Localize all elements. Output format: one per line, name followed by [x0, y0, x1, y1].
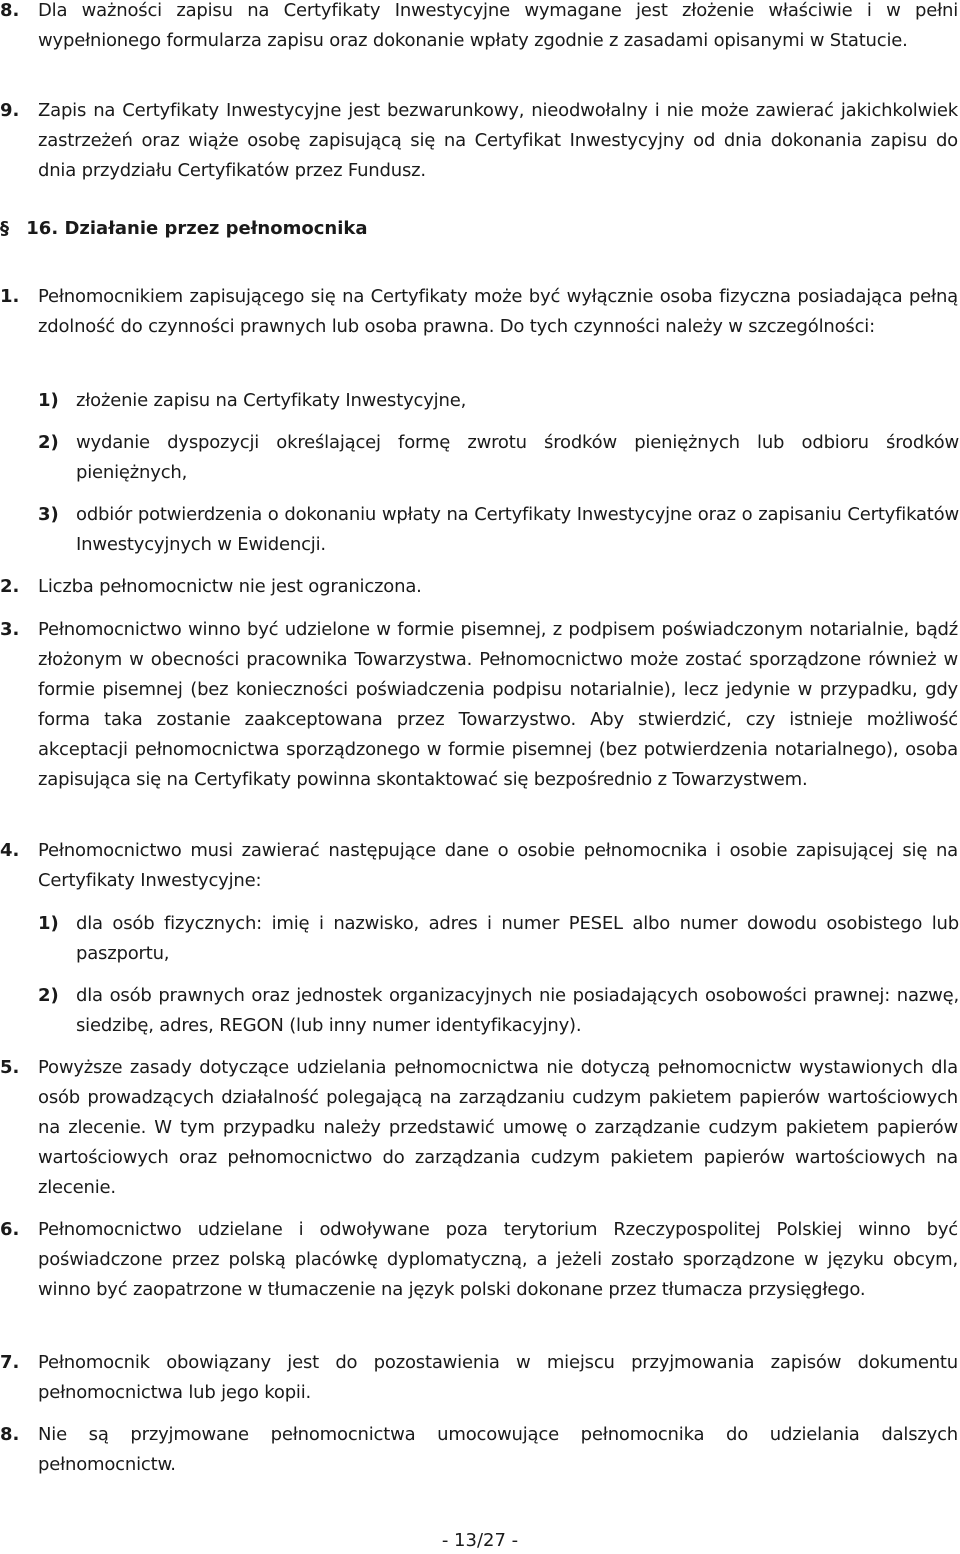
paragraph-item-4	[0, 836, 958, 896]
item-number: 8.	[0, 1424, 20, 1445]
item-text: Liczba pełnomocnictw nie jest ograniczona.	[38, 576, 422, 597]
item-number: 1.	[0, 286, 20, 307]
section-number: 16.	[26, 218, 59, 239]
subitem-text: dla osób fizycznych: imię i nazwisko, adres i numer PESEL albo numer dowodu osobistego lub paszportu,	[76, 913, 959, 964]
paragraph-item-9-prev	[0, 96, 958, 186]
item-number: 7.	[0, 1352, 20, 1373]
subitem-4-1	[38, 909, 959, 969]
paragraph-sign: §	[0, 218, 9, 239]
item-number: 2.	[0, 576, 20, 597]
subitem-text: wydanie dyspozycji określającej formę zwrotu środków pieniężnych lub odbioru środków pieniężnych,	[76, 432, 959, 483]
item-text: Pełnomocnictwo udzielane i odwoływane poza terytorium Rzeczypospolitej Polskiej winno być poświadczone przez polską placówkę dyplomatyczną, a jeżeli zostało sporządzone w języku obcym, winno być zaopatrzone w tłumaczenie na język polski dokonane przez tłumacza przysięgłego.	[38, 1219, 958, 1300]
subitem-4-2	[38, 981, 959, 1041]
item-text: Nie są przyjmowane pełnomocnictwa umocowujące pełnomocnika do udzielania dalszych pełnomocnictw.	[38, 1424, 958, 1475]
paragraph-item-8-prev	[0, 0, 958, 56]
paragraph-item-5	[0, 1053, 958, 1203]
subitem-number: 1)	[38, 913, 59, 934]
subitem-number: 3)	[38, 504, 59, 525]
item-number: 8.	[0, 0, 20, 21]
section-heading	[0, 214, 368, 244]
item-number: 9.	[0, 100, 20, 121]
item-number: 6.	[0, 1219, 20, 1240]
subitem-text: odbiór potwierdzenia o dokonaniu wpłaty na Certyfikaty Inwestycyjne oraz o zapisaniu Certyfikatów Inwestycyjnych w Ewidencji.	[76, 504, 959, 555]
subitem-text: złożenie zapisu na Certyfikaty Inwestycyjne,	[76, 390, 467, 411]
paragraph-item-6	[0, 1215, 958, 1305]
subitem-number: 2)	[38, 432, 59, 453]
subitem-number: 1)	[38, 390, 59, 411]
subitem-1-2	[38, 428, 959, 488]
item-text: Pełnomocnictwo musi zawierać następujące dane o osobie pełnomocnika i osobie zapisującej się na Certyfikaty Inwestycyjne:	[38, 840, 958, 891]
item-text: Dla ważności zapisu na Certyfikaty Inwestycyjne wymagane jest złożenie właściwie i w pełni wypełnionego formularza zapisu oraz dokonanie wpłaty zgodnie z zasadami opisanymi w Statucie.	[38, 0, 958, 51]
subitem-1-3	[38, 500, 959, 560]
paragraph-item-3	[0, 615, 958, 795]
item-text: Pełnomocnik obowiązany jest do pozostawienia w miejscu przyjmowania zapisów dokumentu pełnomocnictwa lub jego kopii.	[38, 1352, 958, 1403]
item-number: 5.	[0, 1057, 20, 1078]
subitem-number: 2)	[38, 985, 59, 1006]
item-text: Powyższe zasady dotyczące udzielania pełnomocnictwa nie dotyczą pełnomocnictw wystawionych dla osób prowadzących działalność polegającą na zarządzaniu cudzym pakietem papierów wartościowych na zlecenie. W tym przypadku należy przedstawić umowę o zarządzanie cudzym pakietem papierów wartościowych oraz pełnomocnictwo do zarządzania cudzym pakietem papierów wartościowych na zlecenie.	[38, 1057, 958, 1198]
item-number: 4.	[0, 840, 20, 861]
paragraph-item-1	[0, 282, 958, 342]
item-number: 3.	[0, 619, 20, 640]
item-text: Pełnomocnikiem zapisującego się na Certyfikaty może być wyłącznie osoba fizyczna posiadająca pełną zdolność do czynności prawnych lub osoba prawna. Do tych czynności należy w szczególności:	[38, 286, 958, 337]
section-title: Działanie przez pełnomocnika	[64, 218, 368, 239]
page-number: - 13/27 -	[441, 1530, 519, 1551]
paragraph-item-2	[0, 572, 958, 602]
item-text: Pełnomocnictwo winno być udzielone w formie pisemnej, z podpisem poświadczonym notarialnie, bądź złożonym w obecności pracownika Towarzystwa. Pełnomocnictwo może zostać sporządzone również w formie pisemnej (bez konieczności poświadczenia podpisu notarialnie), lecz jedynie w przypadku, gdy forma taka zostanie zaakceptowana przez Towarzystwo. Aby stwierdzić, czy istnieje możliwość akceptacji pełnomocnictwa sporządzonego w formie pisemnej (bez potwierdzenia notarialnego), osoba zapisująca się na Certyfikaty powinna skontaktować się bezpośrednio z Towarzystwem.	[38, 619, 958, 790]
item-text: Zapis na Certyfikaty Inwestycyjne jest bezwarunkowy, nieodwołalny i nie może zawierać jakichkolwiek zastrzeżeń oraz wiąże osobę zapisującą się na Certyfikat Inwestycyjny od dnia dokonania zapisu do dnia przydziału Certyfikatów przez Fundusz.	[38, 100, 958, 181]
subitem-1-1	[38, 386, 959, 416]
paragraph-item-8	[0, 1420, 958, 1480]
subitem-text: dla osób prawnych oraz jednostek organizacyjnych nie posiadających osobowości prawnej: nazwę, siedzibę, adres, REGON (lub inny numer identyfikacyjny).	[76, 985, 959, 1036]
paragraph-item-7	[0, 1348, 958, 1408]
